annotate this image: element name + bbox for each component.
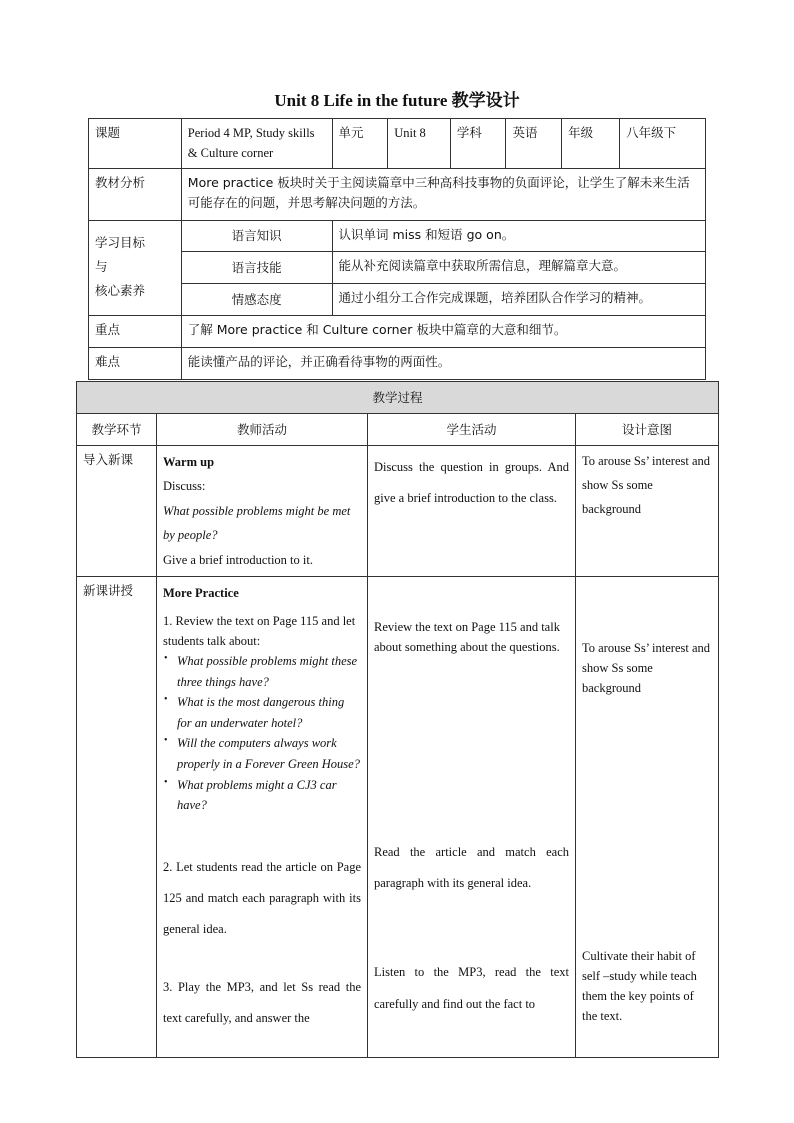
student-step3: Listen to the MP3, read the text carefully and find out the fact to bbox=[374, 965, 569, 1011]
warmup-discuss: Discuss: bbox=[163, 479, 206, 494]
subject-value: Period 4 MP, Study skills & Culture corner bbox=[181, 119, 332, 169]
step1-text: 1. Review the text on Page 115 and let students talk about: bbox=[163, 613, 356, 648]
goals-label-line3: 核心素养 bbox=[95, 282, 146, 298]
warmup-title: Warm up bbox=[163, 455, 215, 469]
difficult-value: 能读懂产品的评论，并正确看待事物的两面性。 bbox=[181, 348, 705, 380]
intent-new-lesson bbox=[576, 576, 719, 1057]
subject-label: 课题 bbox=[89, 119, 182, 169]
warmup-give: Give a brief introduction to it. bbox=[163, 552, 313, 567]
teacher-warmup bbox=[157, 446, 368, 577]
teacher-new-lesson bbox=[157, 576, 368, 1057]
process-table bbox=[76, 381, 719, 1058]
question-list bbox=[163, 651, 361, 816]
knowledge-value: 认识单词 miss 和短语 go on。 bbox=[332, 221, 705, 252]
intent-warmup: To arouse Ss’ interest and show Ss some background bbox=[576, 446, 719, 577]
skills-value: 能从补充阅读篇章中获取所需信息，理解篇章大意。 bbox=[332, 252, 705, 284]
list-item: • What problems might a CJ3 car have? bbox=[177, 775, 361, 816]
analysis-label: 教材分析 bbox=[89, 169, 182, 221]
page-title: Unit 8 Life in the future 教学设计 bbox=[274, 91, 520, 110]
more-practice-title: More Practice bbox=[163, 585, 239, 600]
discipline-label: 学科 bbox=[450, 119, 506, 169]
step2-text: 2. Let students read the article on Page 125 and match each paragraph with its general idea. bbox=[163, 859, 361, 937]
analysis-value: More practice 板块时关于主阅读篇章中三种高科技事物的负面评论，让学生了解未来生活可能存在的问题，并思考解决问题的方法。 bbox=[181, 169, 705, 221]
grade-label: 年级 bbox=[562, 119, 620, 169]
intent-step1: To arouse Ss’ interest and show Ss some background bbox=[582, 640, 711, 695]
stage-new-lesson: 新课讲授 bbox=[77, 576, 157, 1057]
info-table bbox=[88, 118, 706, 380]
key-value: 了解 More practice 和 Culture corner 板块中篇章的大意和细节。 bbox=[181, 316, 705, 348]
warmup-question: What possible problems might be met by people? bbox=[163, 503, 351, 543]
list-item: • What is the most dangerous thing for an underwater hotel? bbox=[177, 692, 361, 733]
skills-label: 语言技能 bbox=[181, 252, 332, 284]
key-label: 重点 bbox=[89, 316, 182, 348]
goals-label-line1: 学习目标 bbox=[95, 235, 146, 250]
unit-value: Unit 8 bbox=[388, 119, 451, 169]
unit-label: 单元 bbox=[332, 119, 388, 169]
knowledge-label: 语言知识 bbox=[181, 221, 332, 252]
goals-label-line2: 与 bbox=[95, 258, 108, 274]
grade-value: 八年级下 bbox=[620, 119, 706, 169]
attitude-value: 通过小组分工合作完成课题，培养团队合作学习的精神。 bbox=[332, 284, 705, 316]
col-header-stage: 教学环节 bbox=[77, 414, 157, 446]
student-step2: Read the article and match each paragraph with its general idea. bbox=[374, 844, 569, 891]
intent-step2: Cultivate their habit of self –study while teach them the key points of the text. bbox=[582, 948, 697, 1023]
list-item: • Will the computers always work properly in a Forever Green House? bbox=[177, 733, 361, 774]
list-item: • What possible problems might these three things have? bbox=[177, 651, 361, 692]
goals-label bbox=[89, 221, 182, 316]
step3-text: 3. Play the MP3, and let Ss read the text carefully, and answer the bbox=[163, 979, 361, 1025]
student-step1: Review the text on Page 115 and talk about something about the questions. bbox=[374, 619, 560, 654]
col-header-intent: 设计意图 bbox=[576, 414, 719, 446]
col-header-teacher: 教师活动 bbox=[157, 414, 368, 446]
student-new-lesson bbox=[368, 576, 576, 1057]
attitude-label: 情感态度 bbox=[181, 284, 332, 316]
process-heading: 教学过程 bbox=[77, 382, 719, 414]
difficult-label: 难点 bbox=[89, 348, 182, 380]
col-header-student: 学生活动 bbox=[368, 414, 576, 446]
discipline-value: 英语 bbox=[506, 119, 562, 169]
student-warmup: Discuss the question in groups. And give a brief introduction to the class. bbox=[368, 446, 576, 577]
stage-warmup: 导入新课 bbox=[77, 446, 157, 577]
